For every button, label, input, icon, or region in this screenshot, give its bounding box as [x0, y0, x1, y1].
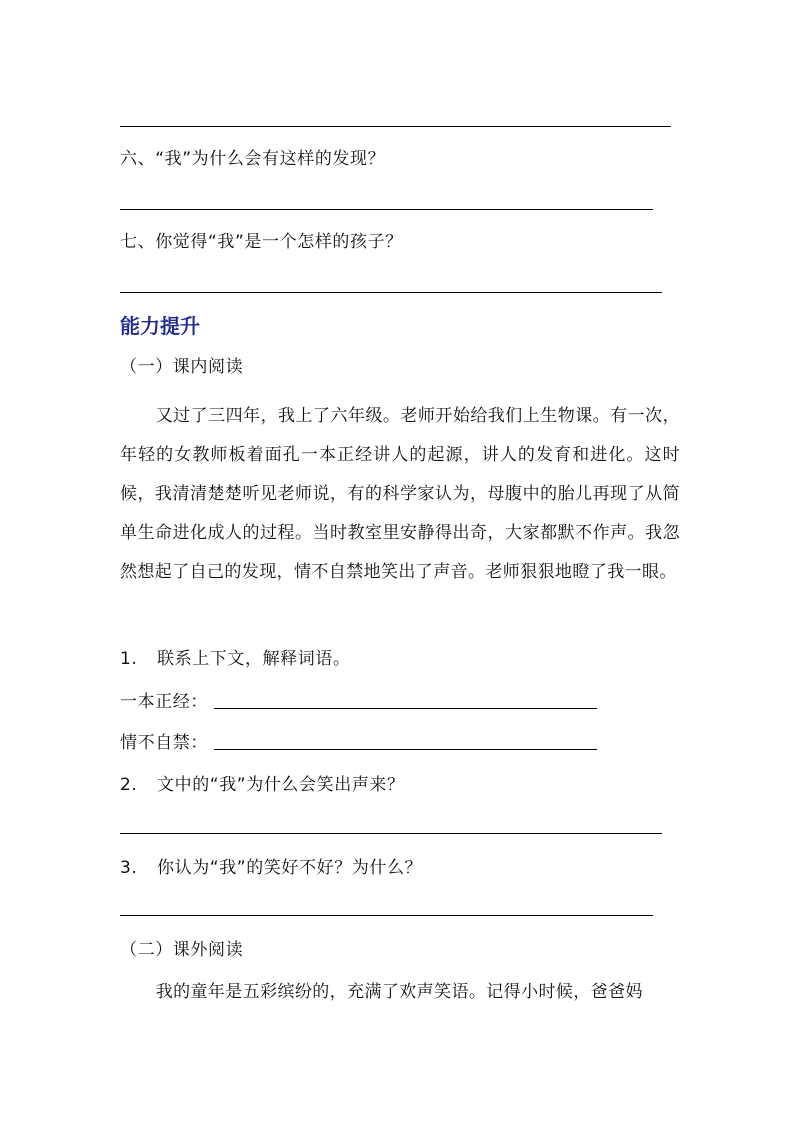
answer-line[interactable] — [214, 708, 597, 709]
section-title: 能力提升 — [120, 314, 200, 338]
part-one-title: （一）课内阅读 — [120, 357, 244, 377]
answer-line[interactable] — [120, 126, 671, 127]
question-2-text: 文中的“我”为什么会笑出声来？ — [157, 775, 405, 795]
question-1-text: 联系上下文，解释词语。 — [157, 649, 351, 669]
term-label: 情不自禁： — [120, 733, 208, 753]
answer-line[interactable] — [120, 833, 662, 834]
reading-passage — [120, 973, 680, 1012]
question-seven: 七、你觉得“我”是一个怎样的孩子？ — [120, 232, 403, 252]
question-3-text: 你认为“我”的笑好不好？为什么？ — [157, 858, 423, 878]
question-1-number: 1. — [120, 649, 138, 669]
question-3-number: 3. — [120, 858, 138, 878]
answer-line[interactable] — [214, 749, 597, 750]
reading-passage — [120, 397, 680, 592]
part-two-title: （二）课外阅读 — [120, 940, 244, 960]
answer-line[interactable] — [120, 292, 662, 293]
answer-line[interactable] — [120, 915, 653, 916]
question-2-number: 2. — [120, 775, 138, 795]
passage-text: 又过了三四年，我上了六年级。老师开始给我们上生物课。有一次，年轻的女教师板着面孔一本正经讲人的起源，讲人的发育和进化。这时候，我清清楚楚听见老师说，有的科学家认为，母腹中的胎儿再现了从简单生命进化成人的过程。当时教室里安静得出奇，大家都默不作声。我忽然想起了自己的发现，情不自禁地笑出了声音。老师狠狠地瞪了我一眼。 — [120, 406, 680, 582]
question-six: 六、“我”为什么会有这样的发现？ — [120, 149, 386, 169]
passage-text: 我的童年是五彩缤纷的，充满了欢声笑语。记得小时候，爸爸妈 — [155, 982, 643, 1002]
answer-line[interactable] — [120, 209, 653, 210]
term-label: 一本正经： — [120, 692, 208, 712]
